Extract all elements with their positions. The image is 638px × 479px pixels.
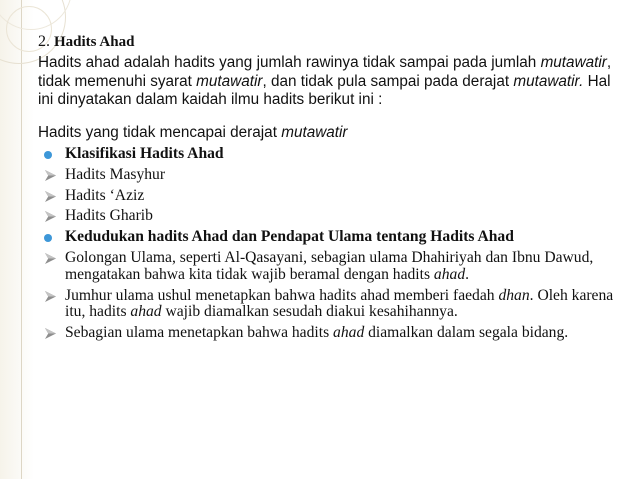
- intro-italic: mutawatir: [540, 54, 607, 71]
- list-item: [38, 250, 628, 284]
- list-item-text: Sebagian ulama menetapkan bahwa hadits ahad diamalkan dalam segala bidang.: [65, 324, 569, 342]
- list-item: [38, 167, 628, 184]
- list-item-text: Hadits Masyhur: [65, 165, 166, 183]
- list-item-text: Hadits Gharib: [65, 207, 153, 225]
- intro-paragraph: [38, 54, 628, 110]
- rule-text: Hadits yang tidak mencapai derajat: [38, 123, 282, 141]
- arrowhead-icon: [41, 325, 55, 342]
- list-item: [38, 229, 628, 246]
- list-item: [38, 208, 628, 225]
- arrowhead-icon: [41, 208, 55, 225]
- list-item: [38, 146, 628, 163]
- section-number: 2.: [38, 33, 50, 50]
- list-item: [38, 288, 628, 322]
- intro-text: Hadits ahad adalah hadits yang jumlah rawinya tidak sampai pada jumlah: [38, 54, 541, 71]
- list-item-text: Klasifikasi Hadits Ahad: [65, 145, 224, 162]
- intro-text: , tidak memenuhi syarat: [38, 54, 612, 90]
- intro-text: Hal ini dinyatakan dalam kaidah ilmu hadits berikut ini :: [38, 72, 611, 108]
- intro-italic: mutawatir.: [513, 72, 584, 90]
- intro-text: , dan tidak pula sampai pada derajat: [262, 72, 514, 90]
- arrowhead-icon: [41, 167, 55, 184]
- list-item: [38, 188, 628, 205]
- list-item-text: Kedudukan hadits Ahad dan Pendapat Ulama tentang Hadits Ahad: [65, 228, 514, 246]
- bullet-list: [38, 146, 628, 342]
- rule-statement: [38, 124, 628, 143]
- rule-italic: mutawatir: [281, 123, 348, 141]
- arrowhead-icon: [41, 250, 55, 267]
- list-item: [38, 325, 628, 342]
- blue-dot-icon: [41, 229, 55, 246]
- list-item-text: Jumhur ulama ushul menetapkan bahwa hadits ahad memberi faedah dhan. Oleh karena itu, hadits ahad wajib diamalkan sesudah diakui kesahihannya.: [65, 286, 614, 321]
- list-item-text: Golongan Ulama, seperti Al-Qasayani, sebagian ulama Dhahiriyah dan Ibnu Dawud, mengatakan bahwa kita tidak wajib beramal dengan hadits ahad.: [65, 248, 594, 283]
- section-heading: [38, 31, 628, 53]
- decorative-rule: [21, 0, 22, 479]
- intro-italic: mutawatir: [196, 72, 263, 90]
- arrowhead-icon: [41, 288, 55, 305]
- section-title: Hadits Ahad: [54, 34, 135, 50]
- blue-dot-icon: [41, 146, 55, 163]
- slide-content: [38, 31, 628, 342]
- list-item-text: Hadits ‘Aziz: [65, 186, 145, 204]
- arrowhead-icon: [41, 188, 55, 205]
